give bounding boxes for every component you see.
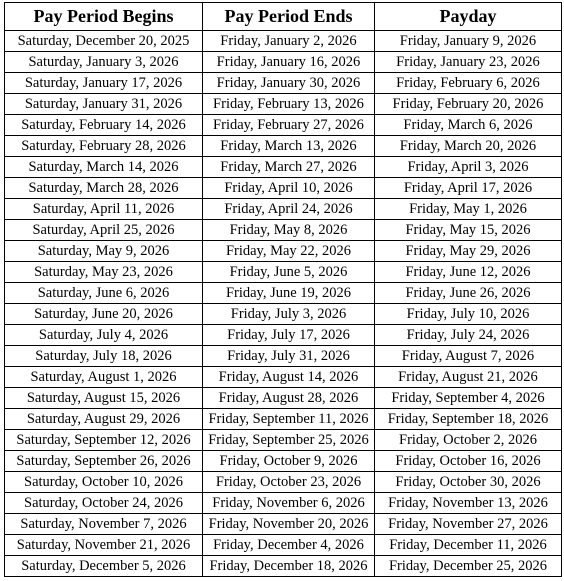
cell-payday: Friday, February 20, 2026 — [375, 94, 562, 115]
cell-period-begins: Saturday, December 20, 2025 — [5, 31, 203, 52]
cell-period-begins: Saturday, April 25, 2026 — [5, 220, 203, 241]
cell-period-ends: Friday, March 13, 2026 — [203, 136, 375, 157]
header-pay-period-ends: Pay Period Ends — [203, 3, 375, 31]
cell-period-begins: Saturday, June 20, 2026 — [5, 304, 203, 325]
cell-period-ends: Friday, July 31, 2026 — [203, 346, 375, 367]
cell-payday: Friday, April 17, 2026 — [375, 178, 562, 199]
cell-period-ends: Friday, April 24, 2026 — [203, 199, 375, 220]
cell-period-ends: Friday, January 2, 2026 — [203, 31, 375, 52]
cell-period-begins: Saturday, March 28, 2026 — [5, 178, 203, 199]
table-row — [5, 346, 562, 367]
cell-period-begins: Saturday, August 29, 2026 — [5, 409, 203, 430]
cell-payday: Friday, October 30, 2026 — [375, 472, 562, 493]
cell-period-begins: Saturday, December 5, 2026 — [5, 556, 203, 577]
table-body — [5, 31, 562, 577]
cell-period-begins: Saturday, November 7, 2026 — [5, 514, 203, 535]
cell-period-ends: Friday, February 27, 2026 — [203, 115, 375, 136]
table-row — [5, 409, 562, 430]
cell-period-ends: Friday, September 11, 2026 — [203, 409, 375, 430]
cell-period-ends: Friday, August 28, 2026 — [203, 388, 375, 409]
cell-period-begins: Saturday, January 3, 2026 — [5, 52, 203, 73]
table-row — [5, 367, 562, 388]
cell-payday: Friday, November 27, 2026 — [375, 514, 562, 535]
cell-period-begins: Saturday, August 1, 2026 — [5, 367, 203, 388]
cell-payday: Friday, December 25, 2026 — [375, 556, 562, 577]
cell-period-begins: Saturday, January 31, 2026 — [5, 94, 203, 115]
cell-payday: Friday, December 11, 2026 — [375, 535, 562, 556]
cell-period-begins: Saturday, April 11, 2026 — [5, 199, 203, 220]
cell-payday: Friday, November 13, 2026 — [375, 493, 562, 514]
cell-period-begins: Saturday, September 12, 2026 — [5, 430, 203, 451]
cell-payday: Friday, March 20, 2026 — [375, 136, 562, 157]
cell-payday: Friday, May 29, 2026 — [375, 241, 562, 262]
cell-period-begins: Saturday, May 9, 2026 — [5, 241, 203, 262]
table-row — [5, 493, 562, 514]
table-row — [5, 304, 562, 325]
cell-payday: Friday, June 26, 2026 — [375, 283, 562, 304]
cell-period-ends: Friday, August 14, 2026 — [203, 367, 375, 388]
table-row — [5, 115, 562, 136]
table-row — [5, 451, 562, 472]
cell-payday: Friday, August 21, 2026 — [375, 367, 562, 388]
cell-period-begins: Saturday, September 26, 2026 — [5, 451, 203, 472]
table-row — [5, 262, 562, 283]
cell-period-ends: Friday, December 18, 2026 — [203, 556, 375, 577]
cell-payday: Friday, June 12, 2026 — [375, 262, 562, 283]
cell-period-begins: Saturday, October 24, 2026 — [5, 493, 203, 514]
header-pay-period-begins: Pay Period Begins — [5, 3, 203, 31]
table-row — [5, 430, 562, 451]
table-row — [5, 178, 562, 199]
cell-payday: Friday, May 1, 2026 — [375, 199, 562, 220]
cell-period-ends: Friday, September 25, 2026 — [203, 430, 375, 451]
cell-period-ends: Friday, February 13, 2026 — [203, 94, 375, 115]
cell-period-ends: Friday, October 23, 2026 — [203, 472, 375, 493]
cell-payday: Friday, October 2, 2026 — [375, 430, 562, 451]
table-row — [5, 388, 562, 409]
cell-payday: Friday, July 10, 2026 — [375, 304, 562, 325]
cell-period-begins: Saturday, July 18, 2026 — [5, 346, 203, 367]
cell-payday: Friday, September 18, 2026 — [375, 409, 562, 430]
cell-period-ends: Friday, November 20, 2026 — [203, 514, 375, 535]
cell-payday: Friday, May 15, 2026 — [375, 220, 562, 241]
cell-payday: Friday, January 23, 2026 — [375, 52, 562, 73]
table-row — [5, 31, 562, 52]
table-header — [5, 3, 562, 31]
cell-period-ends: Friday, December 4, 2026 — [203, 535, 375, 556]
cell-period-ends: Friday, November 6, 2026 — [203, 493, 375, 514]
cell-period-begins: Saturday, July 4, 2026 — [5, 325, 203, 346]
cell-period-ends: Friday, March 27, 2026 — [203, 157, 375, 178]
table-row — [5, 73, 562, 94]
cell-payday: Friday, April 3, 2026 — [375, 157, 562, 178]
table-row — [5, 94, 562, 115]
cell-period-ends: Friday, January 16, 2026 — [203, 52, 375, 73]
cell-payday: Friday, March 6, 2026 — [375, 115, 562, 136]
table-row — [5, 472, 562, 493]
cell-period-ends: Friday, June 5, 2026 — [203, 262, 375, 283]
table-row — [5, 283, 562, 304]
cell-payday: Friday, October 16, 2026 — [375, 451, 562, 472]
table-row — [5, 52, 562, 73]
cell-period-ends: Friday, May 22, 2026 — [203, 241, 375, 262]
table-row — [5, 199, 562, 220]
header-row — [5, 3, 562, 31]
cell-period-begins: Saturday, November 21, 2026 — [5, 535, 203, 556]
cell-period-begins: Saturday, February 14, 2026 — [5, 115, 203, 136]
table-row — [5, 136, 562, 157]
cell-period-ends: Friday, January 30, 2026 — [203, 73, 375, 94]
table-row — [5, 325, 562, 346]
cell-period-ends: Friday, October 9, 2026 — [203, 451, 375, 472]
cell-payday: Friday, July 24, 2026 — [375, 325, 562, 346]
cell-period-begins: Saturday, August 15, 2026 — [5, 388, 203, 409]
table-row — [5, 535, 562, 556]
cell-payday: Friday, January 9, 2026 — [375, 31, 562, 52]
cell-period-begins: Saturday, June 6, 2026 — [5, 283, 203, 304]
cell-period-ends: Friday, July 17, 2026 — [203, 325, 375, 346]
table-row — [5, 514, 562, 535]
cell-period-begins: Saturday, May 23, 2026 — [5, 262, 203, 283]
cell-period-begins: Saturday, February 28, 2026 — [5, 136, 203, 157]
cell-period-ends: Friday, May 8, 2026 — [203, 220, 375, 241]
table-row — [5, 157, 562, 178]
cell-period-begins: Saturday, March 14, 2026 — [5, 157, 203, 178]
table-row — [5, 556, 562, 577]
cell-payday: Friday, September 4, 2026 — [375, 388, 562, 409]
table-row — [5, 220, 562, 241]
cell-period-ends: Friday, June 19, 2026 — [203, 283, 375, 304]
pay-schedule-table — [4, 2, 562, 577]
cell-payday: Friday, February 6, 2026 — [375, 73, 562, 94]
cell-period-begins: Saturday, October 10, 2026 — [5, 472, 203, 493]
header-payday: Payday — [375, 3, 562, 31]
cell-period-begins: Saturday, January 17, 2026 — [5, 73, 203, 94]
table-row — [5, 241, 562, 262]
cell-payday: Friday, August 7, 2026 — [375, 346, 562, 367]
cell-period-ends: Friday, July 3, 2026 — [203, 304, 375, 325]
cell-period-ends: Friday, April 10, 2026 — [203, 178, 375, 199]
